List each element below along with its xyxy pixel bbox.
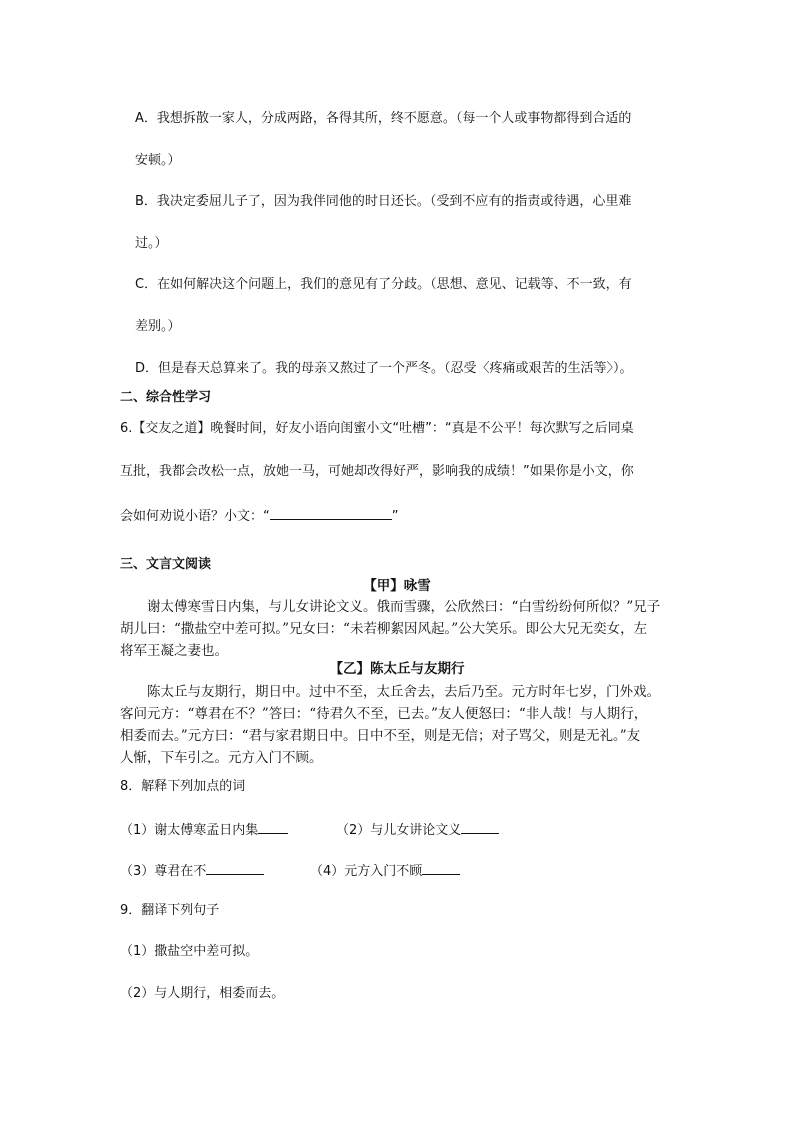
answer-blank[interactable]: [258, 819, 288, 834]
section-3-heading: 三、文言文阅读: [120, 557, 212, 572]
answer-blank[interactable]: [461, 819, 499, 834]
question-8-item-4: [310, 860, 460, 881]
question-8-item-2: [336, 819, 499, 840]
passage-jia-title: 【甲】咏雪: [363, 578, 431, 594]
question-8-item-3: [120, 860, 264, 881]
section-2-heading: 二、综合性学习: [120, 390, 212, 405]
question-8-item-1-text: （1）谢太傅寒孟日内集: [120, 823, 259, 838]
passage-yi-line-4: 人惭，下车引之。元方入门不顾。: [120, 750, 323, 766]
question-6-line-3: [120, 505, 399, 526]
question-9-item-2: （2）与人期行，相委而去。: [120, 986, 285, 1001]
closing-quote: ”: [391, 509, 399, 524]
passage-yi-line-1: 陈太丘与友期行，期日中。过中不至，太丘舍去，去后乃至。元方时年七岁，门外戏。: [147, 684, 660, 700]
question-9-item-1: （1）撒盐空中差可拟。: [120, 944, 259, 959]
question-8-item-3-text: （3）尊君在不: [120, 864, 207, 879]
question-6-prompt: 会如何劝说小语？小文：“: [120, 509, 270, 524]
question-8-item-4-text: （4）元方入门不顾: [310, 864, 423, 879]
answer-blank[interactable]: [206, 860, 264, 875]
passage-yi-line-2: 客问元方：“尊君在不？”答曰：“待君久不至，已去。”友人便怒曰：“非人哉！与人期行，: [120, 706, 648, 722]
question-8-item-1: [120, 819, 288, 840]
answer-blank[interactable]: [422, 860, 460, 875]
question-6-line-2: 互批，我都会改松一点，放她一马，可她却改得好严，影响我的成绩！”如果你是小文，你: [120, 464, 634, 479]
question-6-line-1: 6.【交友之道】晚餐时间，好友小语向闺蜜小文“吐槽”：“真是不公平！每次默写之后同桌: [120, 421, 634, 436]
passage-jia-line-1: 谢太傅寒雪日内集，与儿女讲论文义。俄而雪骤，公欣然曰：“白雪纷纷何所似？”兄子: [147, 599, 661, 615]
option-d-line-1: D．但是春天总算来了。我的母亲又熬过了一个严冬。（忍受〈疼痛或艰苦的生活等〉）。: [135, 361, 633, 376]
option-a-line-1: A．我想拆散一家人，分成两路，各得其所，终不愿意。（每一个人或事物都得到合适的: [135, 111, 632, 126]
passage-yi-title: 【乙】陈太丘与友期行: [329, 661, 465, 677]
question-8-heading: 8．解释下列加点的词: [120, 779, 246, 794]
passage-yi-line-3: 相委而去。”元方曰：“君与家君期日中。日中不至，则是无信；对子骂父，则是无礼。”友: [120, 728, 641, 744]
question-9-heading: 9．翻译下列句子: [120, 903, 220, 918]
option-c-line-2: 差别。）: [135, 319, 181, 334]
option-c-line-1: C．在如何解决这个问题上，我们的意见有了分歧。（思想、意见、记载等、不一致，有: [135, 277, 632, 292]
option-b-line-1: B．我决定委屈儿子了，因为我伴同他的时日还长。（受到不应有的指责或待遇，心里难: [135, 194, 632, 209]
option-b-line-2: 过。）: [135, 236, 168, 251]
passage-jia-line-3: 将军王凝之妻也。: [120, 643, 228, 659]
passage-jia-line-2: 胡儿曰：“撒盐空中差可拟。”兄女曰：“未若柳絮因风起。”公大笑乐。即公大兄无奕女，左: [120, 621, 648, 637]
answer-blank[interactable]: [270, 505, 392, 520]
option-a-line-2: 安顿。）: [135, 153, 181, 168]
question-8-item-2-text: （2）与儿女讲论文义: [336, 823, 462, 838]
